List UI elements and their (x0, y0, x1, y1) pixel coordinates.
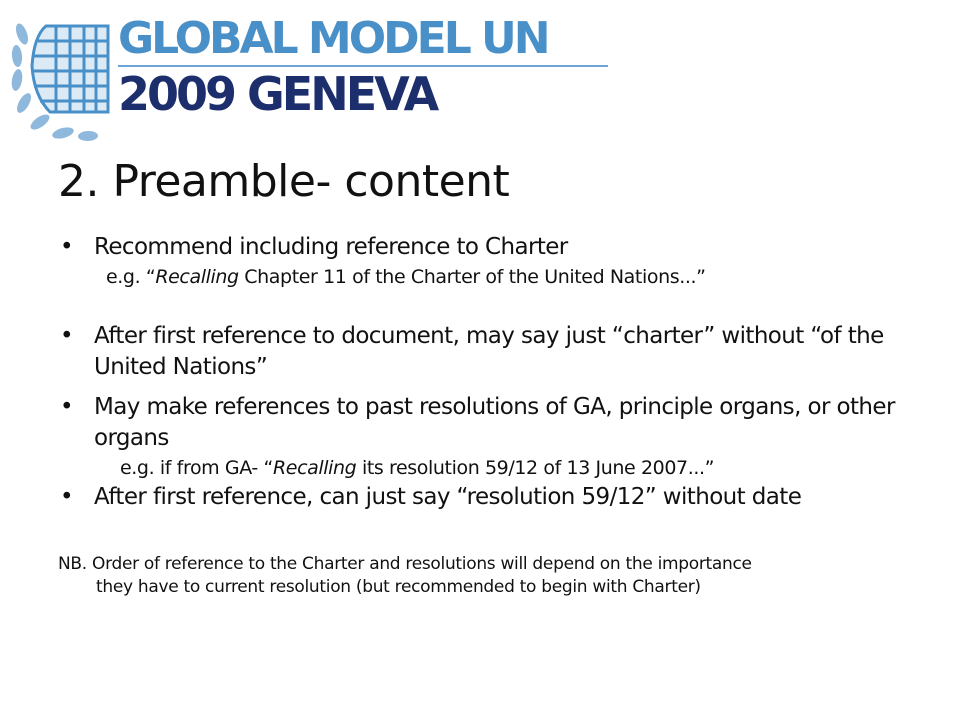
un-laurel-grid-emblem-icon (8, 6, 120, 146)
bullet-dot: • (60, 234, 73, 260)
bullet-item (58, 392, 938, 454)
bullet-text: May make references to past resolutions of GA, principle organs, or other organs (94, 394, 895, 451)
bullet-item (58, 482, 938, 513)
slide-body (58, 232, 938, 599)
nb-note (58, 553, 938, 599)
bullet-dot: • (60, 323, 73, 349)
bullet-example (58, 263, 938, 291)
nb-line-1: NB. Order of reference to the Charter and resolutions will depend on the importance (58, 554, 752, 574)
bullet-dot: • (60, 394, 73, 420)
example-italic: Recalling (155, 266, 239, 288)
example-prefix: e.g. if from GA- “ (120, 457, 273, 479)
example-rest: its resolution 59/12 of 13 June 2007...” (356, 457, 715, 479)
logo (8, 6, 628, 146)
example-rest: Chapter 11 of the Charter of the United Nations...” (238, 266, 706, 288)
nb-line-2: they have to current resolution (but recommended to begin with Charter) (96, 577, 701, 597)
example-italic: Recalling (272, 457, 357, 479)
bullet-text: After first reference, can just say “resolution 59/12” without date (94, 484, 802, 510)
bullet-text: After first reference to document, may say just “charter” without “of the United Nations” (94, 323, 884, 380)
slide-title: 2. Preamble- content (58, 156, 510, 207)
bullet-item (58, 321, 938, 383)
bullet-item (58, 232, 938, 263)
bullet-example (58, 454, 938, 482)
bullet-text: Recommend including reference to Charter (94, 234, 568, 260)
logo-line-2: 2009 GENEVA (118, 67, 437, 121)
bullet-dot: • (60, 484, 73, 510)
logo-line-1: GLOBAL MODEL UN (118, 13, 548, 64)
example-prefix: e.g. “ (106, 266, 156, 288)
